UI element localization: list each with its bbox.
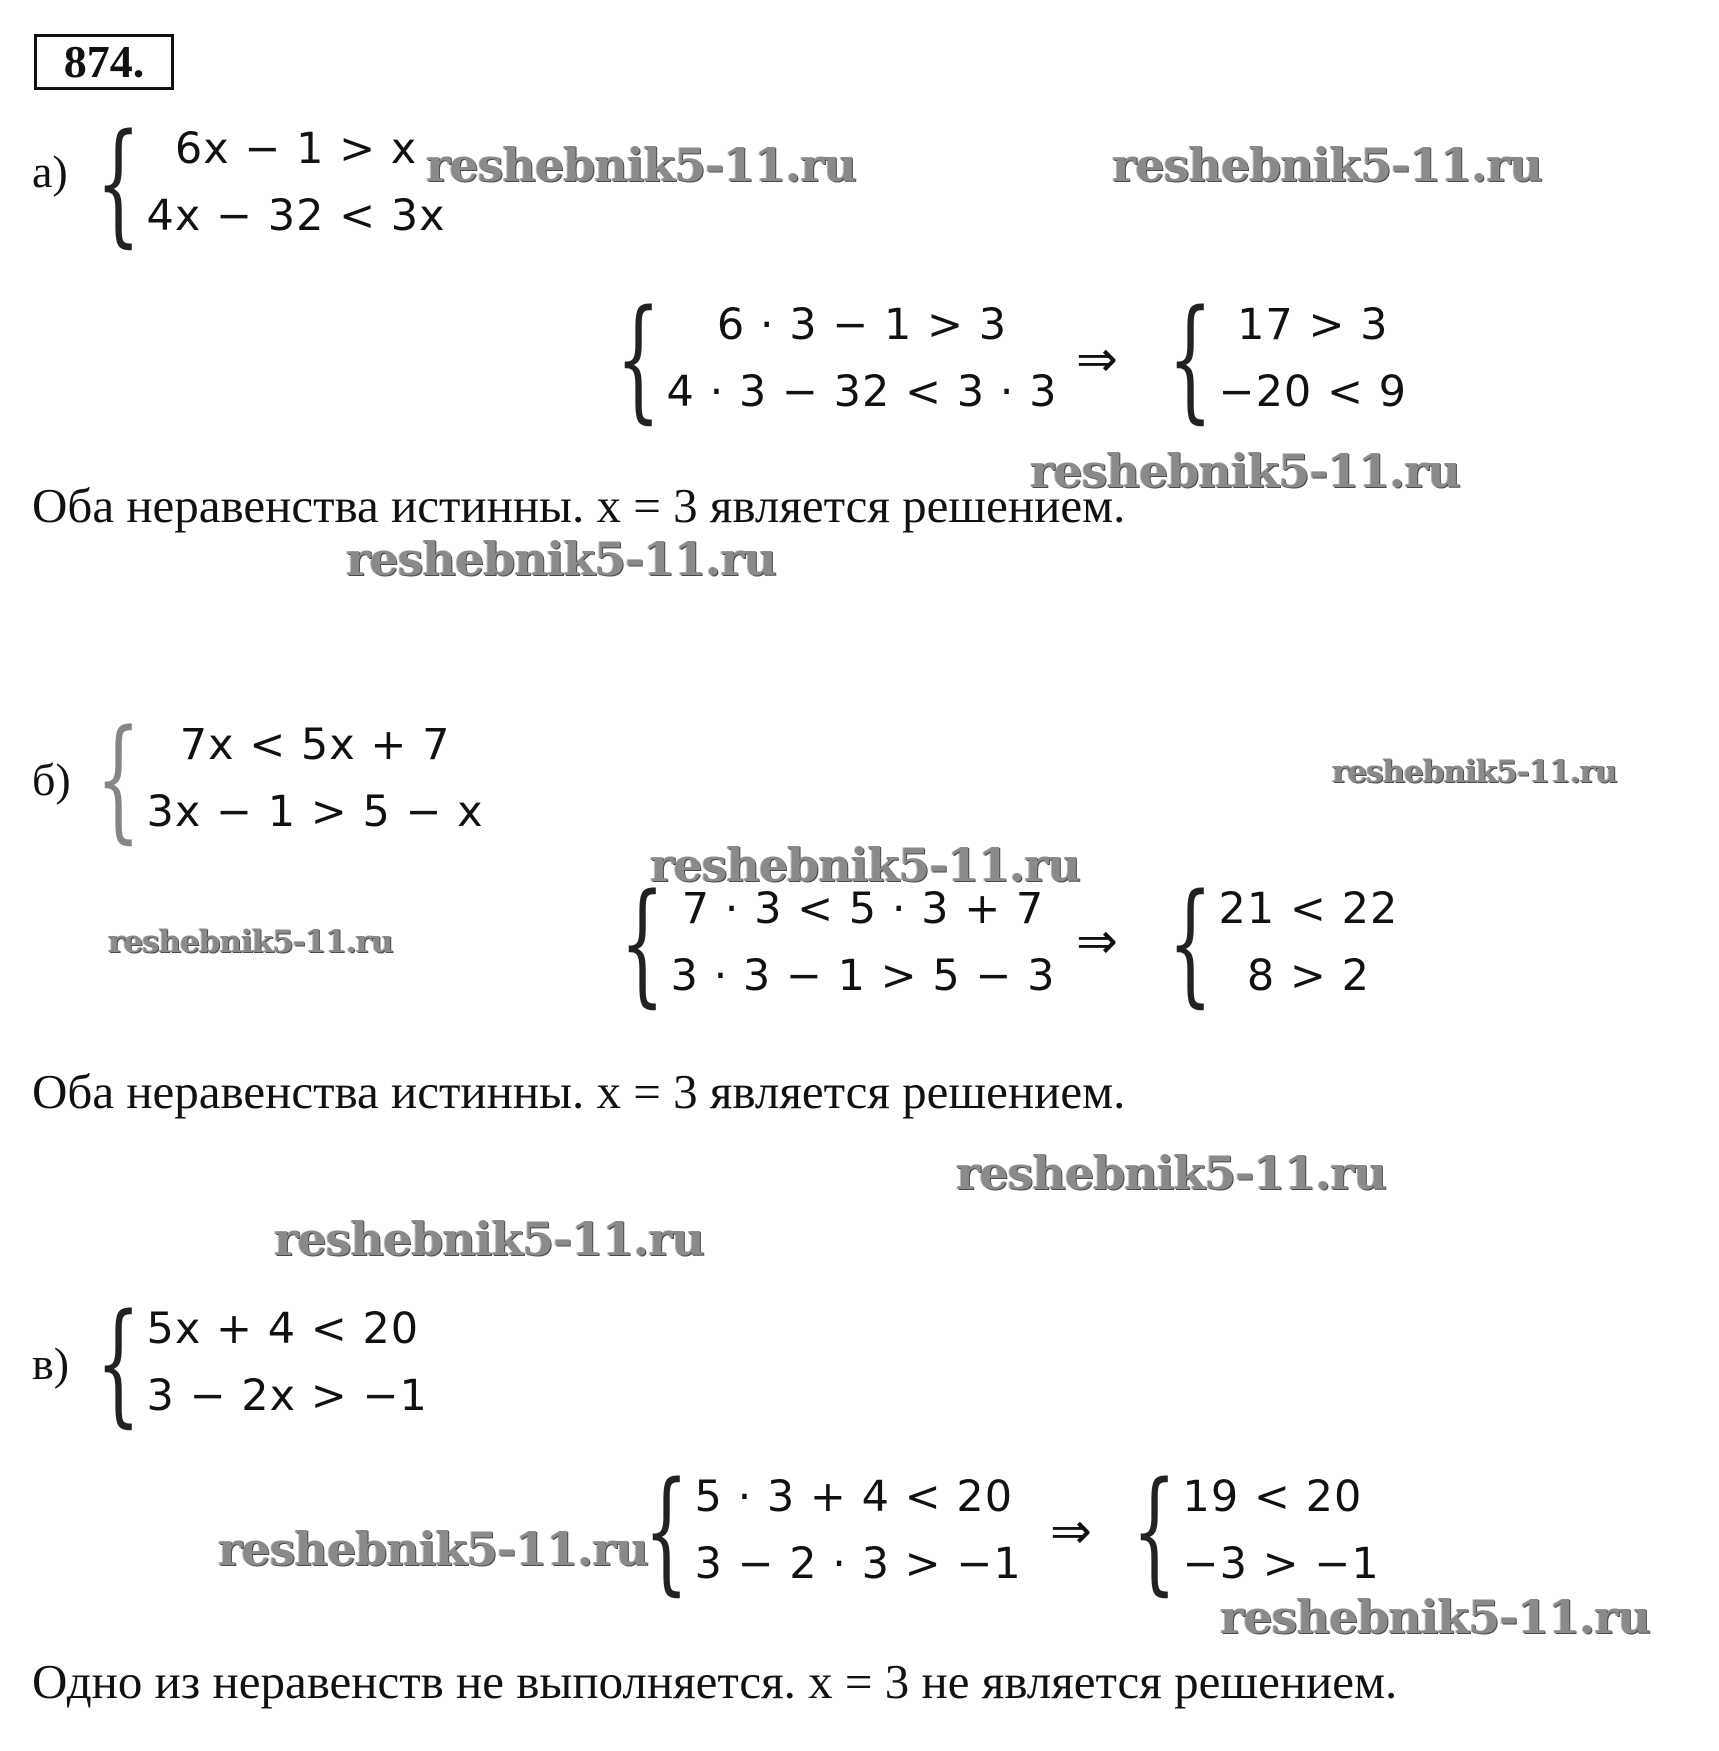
implies-arrow-icon: ⇒	[1076, 912, 1118, 970]
part-c-result-line-2: −3 > −1	[1182, 1539, 1380, 1589]
part-c-system	[96, 1285, 428, 1441]
watermark: reshebnik5-11.ru	[108, 924, 393, 960]
brace-icon: {	[620, 865, 665, 1021]
part-a-substituted-line-2: 4 · 3 − 32 < 3 · 3	[666, 367, 1058, 417]
brace-icon: {	[1132, 1453, 1177, 1609]
part-c-result-line-1: 19 < 20	[1182, 1472, 1363, 1522]
part-a-system-line-1: 6x − 1 > x	[174, 124, 418, 174]
part-a-substituted	[616, 281, 1058, 437]
watermark: reshebnik5-11.ru	[426, 138, 856, 192]
implies-arrow-icon: ⇒	[1076, 330, 1118, 388]
part-b-conclusion: Оба неравенства истинны. x = 3 является решением.	[32, 1064, 1126, 1119]
brace-icon: {	[1168, 281, 1213, 437]
part-b-system-line-2: 3x − 1 > 5 − x	[146, 787, 484, 837]
brace-icon: {	[1168, 865, 1213, 1021]
part-c-result	[1132, 1453, 1380, 1609]
watermark: reshebnik5-11.ru	[1332, 754, 1617, 790]
part-c-substituted	[644, 1453, 1022, 1609]
watermark: reshebnik5-11.ru	[1030, 444, 1460, 498]
part-b-result	[1168, 865, 1399, 1021]
watermark: reshebnik5-11.ru	[218, 1522, 648, 1576]
watermark: reshebnik5-11.ru	[346, 532, 776, 586]
part-c-label: в)	[32, 1338, 70, 1389]
watermark: reshebnik5-11.ru	[1112, 138, 1542, 192]
part-a-conclusion: Оба неравенства истинны. x = 3 является решением.	[32, 478, 1126, 533]
part-b-system	[96, 701, 484, 857]
implies-arrow-icon: ⇒	[1050, 1502, 1092, 1560]
brace-icon: {	[96, 1285, 141, 1441]
part-a-result	[1168, 281, 1408, 437]
problem-number: 874.	[34, 34, 174, 90]
watermark: reshebnik5-11.ru	[274, 1212, 704, 1266]
part-c-substituted-line-2: 3 − 2 · 3 > −1	[694, 1539, 1022, 1589]
part-a-label: а)	[32, 146, 68, 197]
part-b-result-line-2: 8 > 2	[1246, 951, 1370, 1001]
part-c-system-line-1: 5x + 4 < 20	[146, 1304, 420, 1354]
brace-icon: {	[616, 281, 661, 437]
part-a-result-line-2: −20 < 9	[1218, 367, 1408, 417]
part-c-substituted-line-1: 5 · 3 + 4 < 20	[694, 1472, 1014, 1522]
part-c-system-line-2: 3 − 2x > −1	[146, 1371, 428, 1421]
part-b-substituted	[620, 865, 1056, 1021]
part-b-system-line-1: 7x < 5x + 7	[179, 720, 451, 770]
part-a-result-line-1: 17 > 3	[1237, 300, 1389, 350]
part-a-substituted-line-1: 6 · 3 − 1 > 3	[716, 300, 1008, 350]
part-a-system	[96, 105, 446, 261]
brace-icon: {	[96, 105, 141, 261]
brace-icon: {	[96, 701, 141, 857]
part-b-label: б)	[32, 754, 71, 805]
watermark: reshebnik5-11.ru	[956, 1146, 1386, 1200]
part-b-substituted-line-1: 7 · 3 < 5 · 3 + 7	[681, 884, 1045, 934]
part-b-result-line-1: 21 < 22	[1218, 884, 1399, 934]
part-c-conclusion: Одно из неравенств не выполняется. x = 3 не является решением.	[32, 1654, 1398, 1709]
watermark: reshebnik5-11.ru	[1220, 1590, 1650, 1644]
watermark: reshebnik5-11.ru	[650, 838, 1080, 892]
part-a-system-line-2: 4x − 32 < 3x	[146, 191, 446, 241]
part-b-substituted-line-2: 3 · 3 − 1 > 5 − 3	[670, 951, 1056, 1001]
brace-icon: {	[644, 1453, 689, 1609]
